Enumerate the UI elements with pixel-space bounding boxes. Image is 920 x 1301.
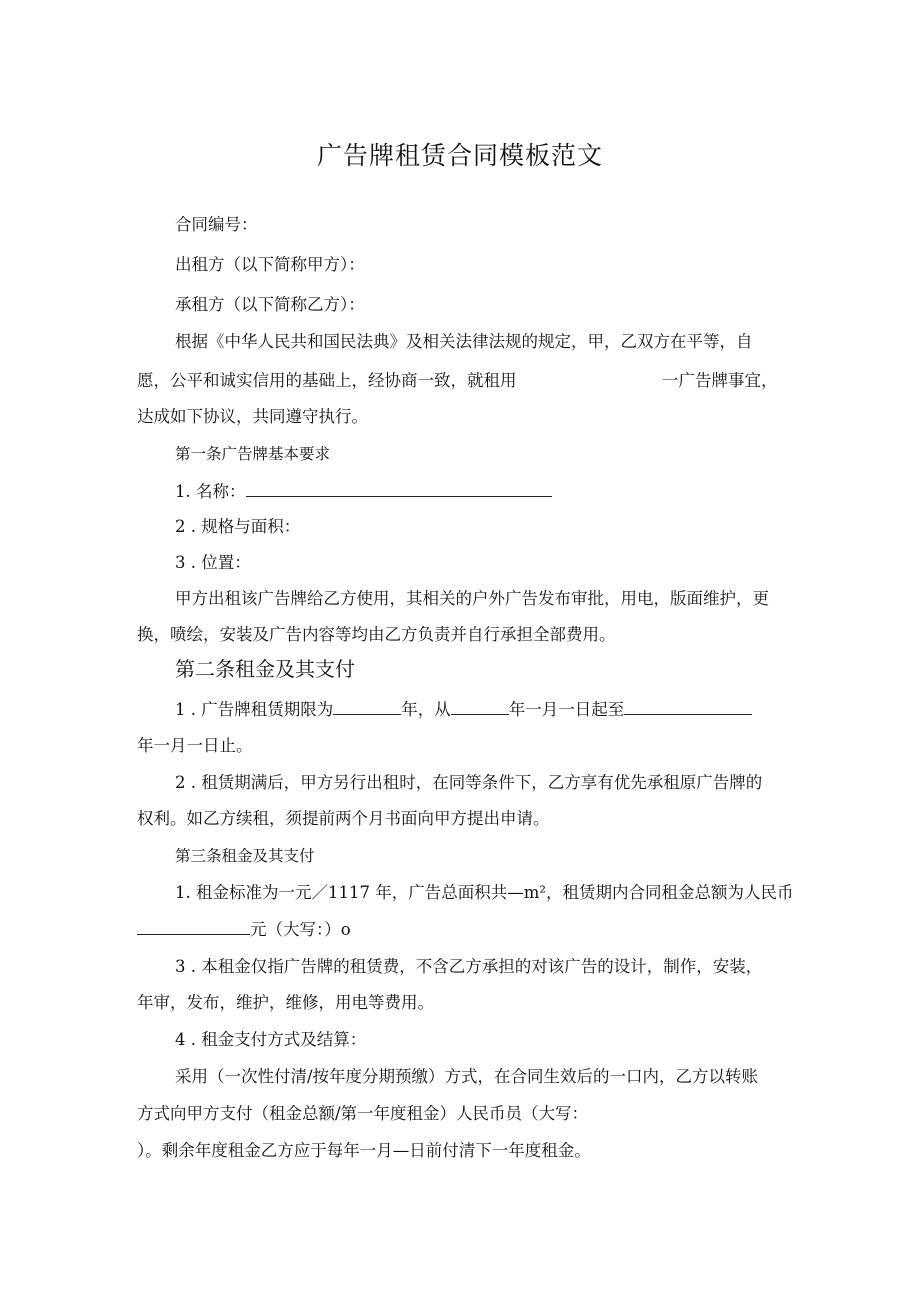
article-2-clause-2-line-2: 权利。如乙方续租，须提前两个月书面向甲方提出申请。 — [137, 809, 550, 828]
article-1-name-line — [175, 480, 552, 503]
article-3-clause-4-line: 4 . 租金支付方式及结算： — [175, 1030, 367, 1049]
article-2-clause-1-line-1 — [175, 698, 752, 721]
article-3-clause-1-line-1: 1. 租金标准为一元／1117 年，广告总面积共—m²，租赁期内合同租金总额为人民币 — [175, 883, 794, 902]
article-3-para-line-2: 方式向甲方支付（租金总额/第一年度租金）人民币员（大写： — [137, 1104, 589, 1123]
end-year-blank — [624, 698, 752, 715]
intro-line-2-tail: 一广告牌事宜， — [662, 371, 778, 390]
article-3-title: 第三条租金及其支付 — [175, 847, 315, 865]
article-1-para-line-1: 甲方出租该广告牌给乙方使用，其相关的户外广告发布审批，用电，版面维护，更 — [175, 589, 769, 608]
total-rent-blank — [137, 918, 250, 935]
article-2-clause-2-line-1: 2 . 租赁期满后，甲方另行出租时，在同等条件下，乙方享有优先承租原广告牌的 — [175, 773, 763, 792]
lessee-line: 承租方（以下简称乙方）： — [175, 295, 365, 314]
document-title: 广告牌租赁合同模板范文 — [316, 141, 603, 170]
intro-line-2-text: 愿，公平和诚实信用的基础上，经协商一致，就租用 — [137, 371, 517, 390]
term-label: 1 . 广告牌租赁期限为 — [175, 700, 334, 719]
article-3-clause-1-line-2 — [137, 918, 351, 941]
article-3-clause-3-line-2: 年审，发布，维护，维修，用电等费用。 — [137, 993, 434, 1012]
name-label: 1. 名称： — [175, 482, 246, 501]
intro-line-2 — [137, 370, 777, 392]
article-1-title: 第一条广告牌基本要求 — [175, 445, 331, 463]
article-2-title: 第二条租金及其支付 — [175, 657, 355, 681]
article-1-para-line-2: 换，喷绘，安装及广告内容等均由乙方负责并自行承担全部费用。 — [137, 625, 616, 644]
article-1-location-line: 3 . 位置： — [175, 553, 251, 572]
article-2-clause-1-line-2: 年一月一日止。 — [137, 736, 253, 755]
total-rent-text: 元（大写：）o — [250, 920, 351, 939]
intro-line-1: 根据《中华人民共和国民法典》及相关法律法规的规定，甲，乙双方在平等，自 — [175, 332, 753, 351]
article-3-para-line-1: 采用（一次性付清/按年度分期预缴）方式，在合同生效后的一口内，乙方以转账 — [175, 1067, 759, 1086]
contract-number-line: 合同编号： — [175, 215, 258, 234]
lessor-line: 出租方（以下简称甲方）： — [175, 255, 365, 274]
name-blank — [246, 480, 552, 497]
article-3-para-line-3: ）。剩余年度租金乙方应于每年一月—日前付清下一年度租金。 — [137, 1141, 591, 1160]
article-1-spec-line: 2 . 规格与面积： — [175, 517, 301, 536]
term-until-label: 年一月一日起至 — [508, 700, 625, 719]
intro-line-3: 达成如下协议，共同遵守执行。 — [137, 407, 368, 426]
article-3-clause-3-line-1: 3 . 本租金仅指广告牌的租赁费，不含乙方承担的对该广告的设计，制作，安装， — [175, 957, 763, 976]
term-years-blank — [333, 698, 401, 715]
start-year-blank — [451, 698, 509, 715]
term-from-label: 年，从 — [401, 700, 451, 719]
